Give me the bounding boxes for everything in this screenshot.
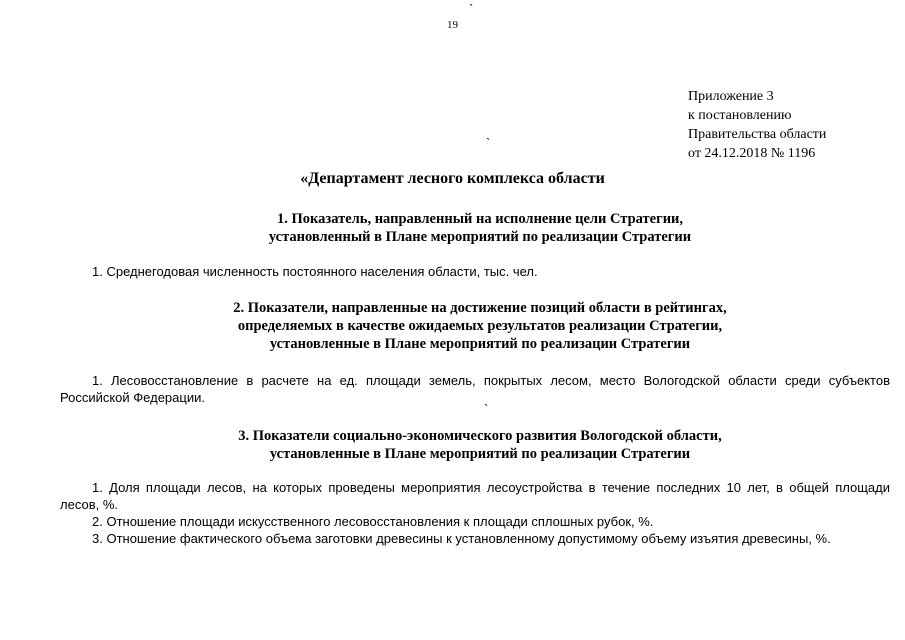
appendix-line-3: Правительства области [688,127,827,142]
stray-mark-lower: ` [484,401,489,416]
appendix-line-4: от 24.12.2018 № 1196 [688,146,816,161]
section-2-heading [100,299,860,353]
section-1-heading [100,210,860,246]
section-3-item-2: 2. Отношение площади искусственного лесовосстановления к площади сплошных рубок, %. [92,514,654,529]
section-3-list [60,479,890,547]
section-3-heading-line-2: установленные в Плане мероприятий по реализации Стратегии [269,446,691,462]
section-2-heading-line-1: 2. Показатели, направленные на достижение позиций области в рейтингах, [233,300,727,316]
section-1-list [92,263,905,280]
section-3-heading [100,427,860,463]
section-3-heading-line-1: 3. Показатели социально-экономического развития Вологодской области, [238,428,722,444]
appendix-line-1: Приложение 3 [688,89,774,104]
section-3-item-1: 1. Доля площади лесов, на которых проведены мероприятия лесоустройства в течение последних 10 лет, в общей площади лесов, %. [60,480,890,512]
section-2-list [60,372,890,406]
appendix-line-2: к постановлению [688,108,792,123]
document-title: «Департамент лесного комплекса области [300,170,605,187]
section-3-item-3: 3. Отношение фактического объема заготовки древесины к установленному допустимому объему изъятия древесины, %. [92,531,831,546]
section-2-item-1: 1. Лесовосстановление в расчете на ед. площади земель, покрытых лесом, место Вологодской области среди субъектов Российской Федерации. [60,373,890,405]
section-1-item-1: 1. Среднегодовая численность постоянного населения области, тыс. чел. [92,264,538,279]
appendix-block [688,87,826,163]
section-2-heading-line-3: установленные в Плане мероприятий по реализации Стратегии [269,336,691,352]
section-2-heading-line-2: определяемых в качестве ожидаемых результатов реализации Стратегии, [237,318,723,334]
page-number: 19 [447,19,458,31]
stray-mark-top: ` [469,1,474,16]
stray-mark-middle: ` [486,135,491,150]
section-1-heading-line-2: установленный в Плане мероприятий по реализации Стратегии [268,229,692,245]
section-1-heading-line-1: 1. Показатель, направленный на исполнение цели Стратегии, [276,211,684,227]
